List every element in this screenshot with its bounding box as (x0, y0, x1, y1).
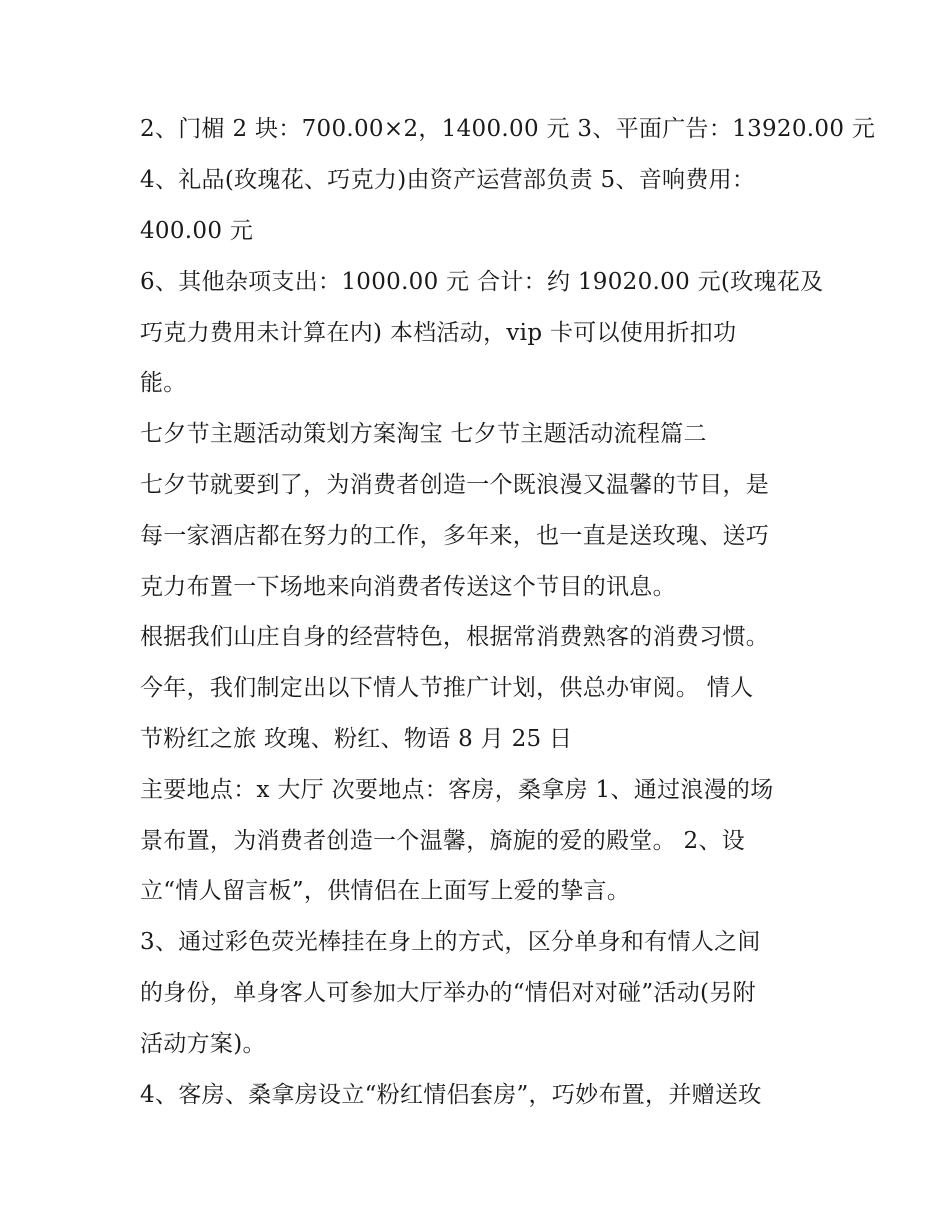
text-line: 2、门楣 2 块：700.00×2，1400.00 元 3、平面广告：13920.00 元 (140, 116, 876, 142)
text-line: 立“情人留言板”，供情侣在上面写上爱的挚言。 (140, 878, 631, 904)
text-line: 的身份，单身客人可参加大厅举办的“情侣对对碰”活动(另附 (140, 980, 756, 1006)
text-line: 3、通过彩色荧光棒挂在身上的方式，区分单身和有情人之间 (140, 929, 761, 955)
text-line: 七夕节就要到了，为消费者创造一个既浪漫又温馨的节目，是 (140, 472, 770, 498)
text-line: 4、礼品(玫瑰花、巧克力)由资产运营部负责 5、音响费用： (140, 167, 756, 193)
text-line: 巧克力费用未计算在内) 本档活动，vip 卡可以使用折扣功 (140, 320, 737, 346)
text-line: 根据我们山庄自身的经营特色，根据常消费熟客的消费习惯。 (140, 624, 770, 650)
text-line: 能。 (140, 370, 187, 396)
text-line: 克力布置一下场地来向消费者传送这个节目的讯息。 (140, 574, 676, 600)
text-line: 4、客房、桑拿房设立“粉红情侣套房”，巧妙布置，并赠送玫 (140, 1082, 762, 1108)
text-line: 400.00 元 (140, 218, 254, 244)
text-line: 6、其他杂项支出：1000.00 元 合计：约 19020.00 元(玫瑰花及 (140, 269, 824, 295)
section-heading: 七夕节主题活动策划方案淘宝 七夕节主题活动流程篇二 (140, 421, 707, 447)
text-line: 活动方案)。 (140, 1031, 266, 1057)
text-line: 景布置，为消费者创造一个温馨，旖旎的爱的殿堂。 2、设 (140, 828, 746, 854)
text-line: 今年，我们制定出以下情人节推广计划，供总办审阅。 情人 (140, 675, 754, 701)
text-line: 节粉红之旅 玫瑰、粉红、物语 8 月 25 日 (140, 726, 573, 752)
text-line: 每一家酒店都在努力的工作，多年来，也一直是送玫瑰、送巧 (140, 523, 770, 549)
text-line: 主要地点：x 大厅 次要地点：客房，桑拿房 1、通过浪漫的场 (140, 777, 774, 803)
